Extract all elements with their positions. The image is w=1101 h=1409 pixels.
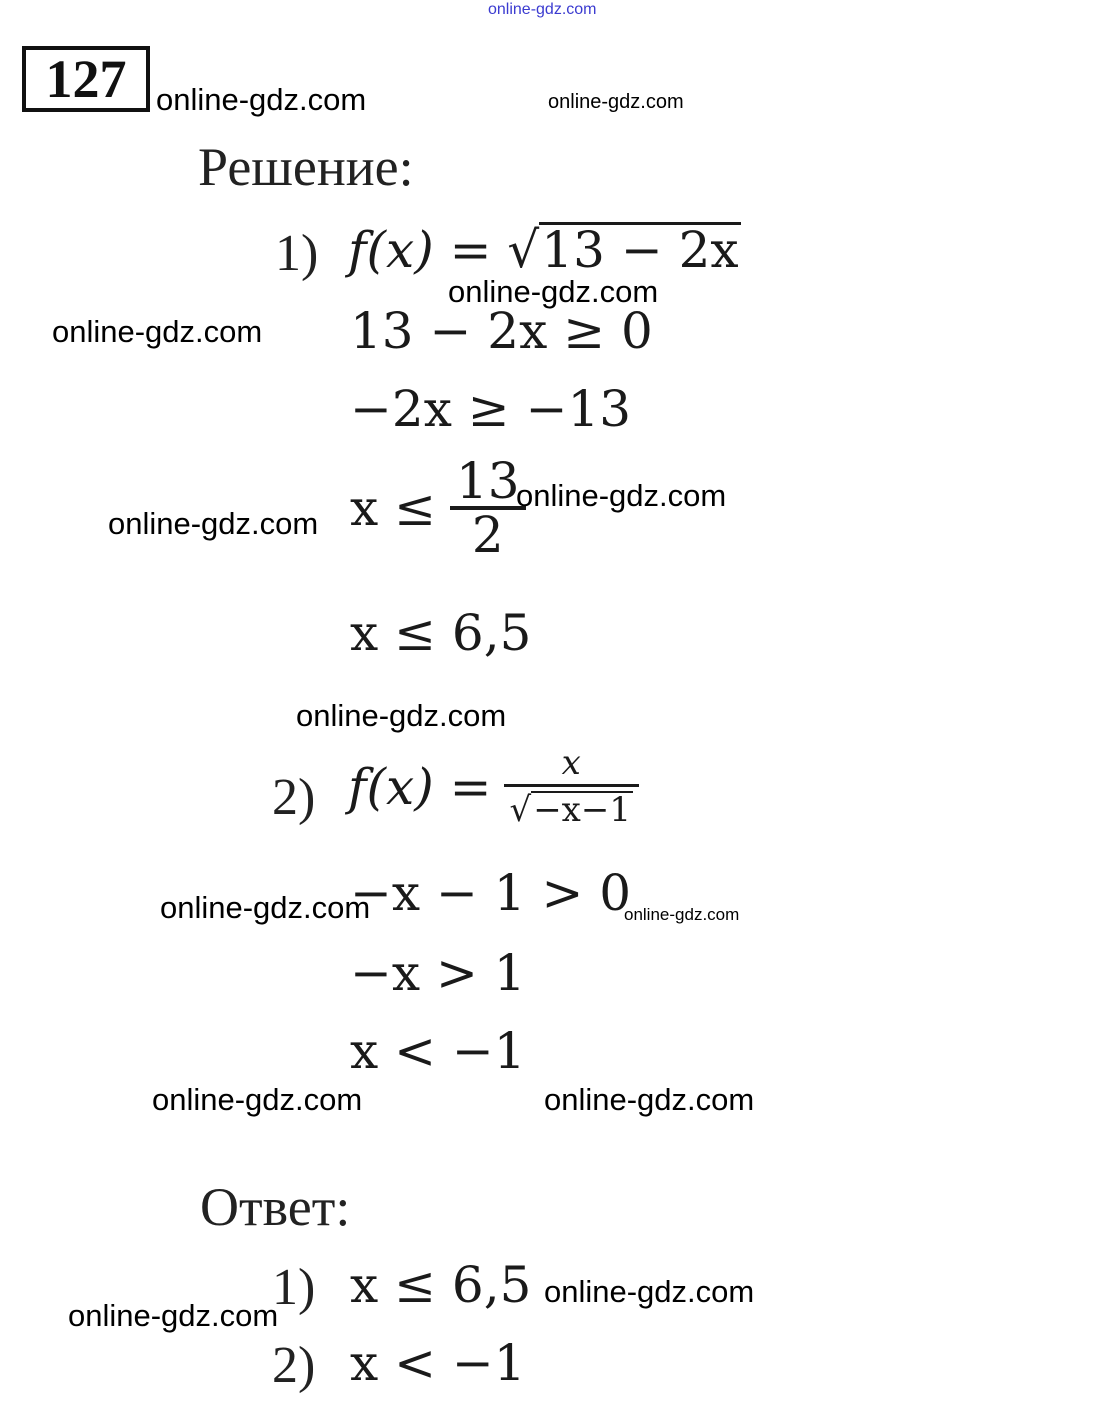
part2-radicand: −x−1 [533, 790, 631, 830]
part2-step3: x < −1 [350, 1022, 526, 1080]
part2-label: 2) [272, 769, 316, 826]
answer2-label: 2) [272, 1337, 316, 1394]
part1-function [348, 221, 741, 279]
watermark: online-gdz.com [624, 905, 740, 924]
answer-heading: Ответ: [200, 1177, 351, 1237]
part2-fraction [504, 743, 639, 830]
watermark: online-gdz.com [68, 1298, 279, 1333]
part1-step3-lhs: x ≤ [350, 479, 436, 537]
watermark: online-gdz.com [516, 478, 727, 513]
part2-step1: −x − 1 > 0 [350, 864, 632, 922]
part1-func-lhs: f(x) = [348, 221, 492, 279]
watermark: online-gdz.com [52, 314, 263, 349]
part1-step1: 13 − 2x ≥ 0 [350, 302, 653, 360]
watermark-top: online-gdz.com [488, 1, 597, 18]
sqrt-sign: √ [509, 790, 532, 830]
fraction-bar [504, 784, 639, 787]
watermark: online-gdz.com [448, 274, 659, 309]
watermark: online-gdz.com [152, 1082, 363, 1117]
part1-radicand: 13 − 2x [541, 221, 739, 279]
watermark: online-gdz.com [544, 1274, 755, 1309]
part2-step2: −x > 1 [350, 944, 526, 1002]
watermark: online-gdz.com [160, 890, 371, 925]
part2-function [348, 743, 639, 830]
watermark: online-gdz.com [108, 506, 319, 541]
part1-step4: x ≤ 6,5 [350, 604, 532, 662]
answer2-value: x < −1 [350, 1334, 526, 1392]
part1-step2: −2x ≥ −13 [350, 380, 632, 438]
part1-fraction [450, 452, 526, 564]
fraction-denominator: 2 [471, 506, 504, 564]
part1-label: 1) [275, 225, 319, 282]
fraction-denominator [504, 790, 639, 830]
watermark: online-gdz.com [296, 698, 507, 733]
sqrt-sign: √ [507, 221, 540, 279]
fraction-numerator: x [561, 743, 581, 783]
watermark: online-gdz.com [156, 82, 367, 117]
solution-heading: Решение: [198, 137, 414, 197]
watermark: online-gdz.com [548, 91, 684, 113]
answer1-value: x ≤ 6,5 [350, 1256, 532, 1314]
part1-step3 [350, 452, 526, 564]
problem-number-box: 127 [22, 46, 150, 112]
watermark: online-gdz.com [544, 1082, 755, 1117]
answer1-label: 1) [272, 1259, 316, 1316]
fraction-numerator: 13 [456, 452, 520, 510]
part2-func-lhs: f(x) = [348, 757, 492, 816]
